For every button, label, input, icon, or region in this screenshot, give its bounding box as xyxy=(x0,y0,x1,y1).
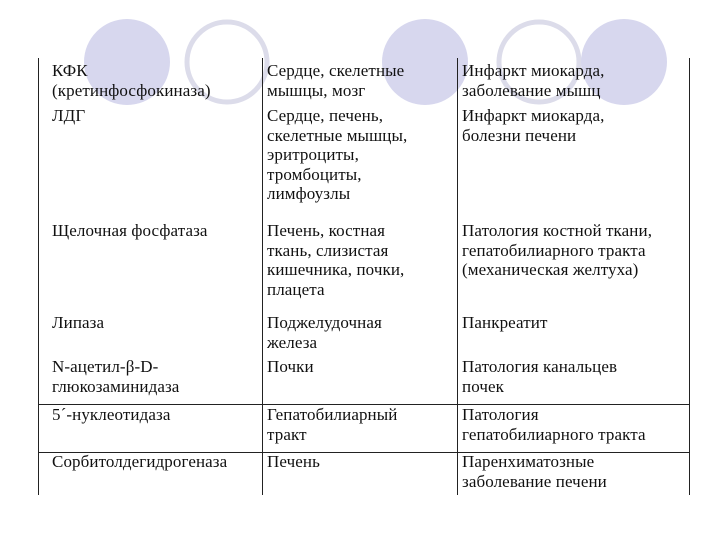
cell-line: Сердце, скелетные xyxy=(267,61,405,80)
enzyme-cell xyxy=(52,106,260,126)
cell-line: ЛДГ xyxy=(52,106,86,125)
pathology-cell xyxy=(462,357,688,396)
cell-line: кишечника, почки, xyxy=(267,260,405,279)
enzyme-cell xyxy=(52,405,260,425)
cell-line: тракт xyxy=(267,424,307,444)
cell-line: глюкозаминидаза xyxy=(52,376,180,396)
cell-line: Панкреатит xyxy=(462,313,548,332)
cell-line: мышцы, мозг xyxy=(267,80,366,100)
pathology-cell xyxy=(462,313,688,333)
tissue-cell xyxy=(267,313,455,352)
pathology-cell xyxy=(462,452,688,491)
cell-line: плацета xyxy=(267,279,325,299)
table-border-left xyxy=(38,58,39,495)
cell-line: Печень xyxy=(267,452,320,471)
pathology-cell xyxy=(462,106,688,145)
cell-line: Патология канальцев xyxy=(462,357,618,376)
cell-line: ткань, слизистая xyxy=(267,240,389,260)
tissue-cell xyxy=(267,405,455,444)
cell-line: Поджелудочная xyxy=(267,313,382,332)
cell-line: Паренхиматозные xyxy=(462,452,595,471)
cell-line: железа xyxy=(267,332,318,352)
cell-line: болезни печени xyxy=(462,125,577,145)
cell-line: (кретинфосфокиназа) xyxy=(52,80,211,100)
enzyme-cell xyxy=(52,357,260,396)
tissue-cell xyxy=(267,221,455,299)
cell-line: гепатобилиарного тракта xyxy=(462,424,646,444)
cell-line: N-ацетил-β-D- xyxy=(52,357,159,376)
cell-line: почек xyxy=(462,376,505,396)
enzyme-table xyxy=(38,58,690,495)
cell-line: Липаза xyxy=(52,313,105,332)
enzyme-cell xyxy=(52,313,260,333)
cell-line: лимфоузлы xyxy=(267,184,351,203)
cell-line: (механическая желтуха) xyxy=(462,260,639,279)
cell-line: Печень, костная xyxy=(267,221,386,240)
cell-line: эритроциты, xyxy=(267,145,359,164)
enzyme-cell xyxy=(52,452,260,472)
cell-line: Патология костной ткани, xyxy=(462,221,653,240)
cell-line: Щелочная фосфатаза xyxy=(52,221,208,240)
cell-line: скелетные мышцы, xyxy=(267,125,408,145)
cell-line: Гепатобилиарный xyxy=(267,405,398,424)
tissue-cell xyxy=(267,357,455,377)
tissue-cell xyxy=(267,106,455,204)
column-divider-1 xyxy=(262,58,263,495)
pathology-cell xyxy=(462,405,688,444)
cell-line: КФК xyxy=(52,61,88,80)
cell-line: Почки xyxy=(267,357,314,376)
cell-line: 5´-нуклеотидаза xyxy=(52,405,171,424)
pathology-cell xyxy=(462,221,688,280)
cell-line: Патология xyxy=(462,405,539,424)
column-divider-2 xyxy=(457,58,458,495)
enzyme-cell xyxy=(52,221,260,241)
enzyme-cell xyxy=(52,61,260,100)
cell-line: заболевание печени xyxy=(462,471,607,491)
cell-line: Инфаркт миокарда, xyxy=(462,61,605,80)
cell-line: заболевание мышц xyxy=(462,80,601,100)
cell-line: Сердце, печень, xyxy=(267,106,384,125)
cell-line: Инфаркт миокарда, xyxy=(462,106,605,125)
cell-line: тромбоциты, xyxy=(267,164,362,184)
tissue-cell xyxy=(267,61,455,100)
cell-line: Сорбитолдегидрогеназа xyxy=(52,452,228,471)
cell-line: гепатобилиарного тракта xyxy=(462,240,646,260)
pathology-cell xyxy=(462,61,688,100)
tissue-cell xyxy=(267,452,455,472)
table-border-right xyxy=(689,58,690,495)
